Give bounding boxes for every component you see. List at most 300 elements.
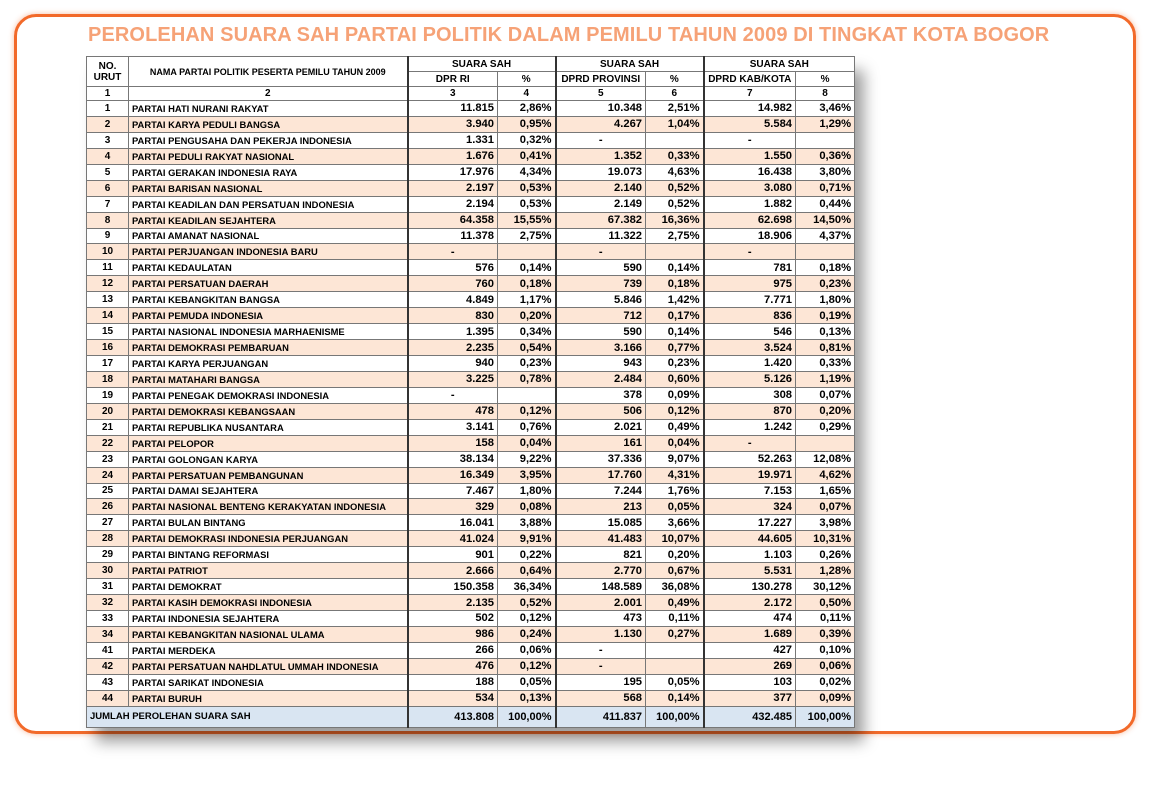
row-number: 16 bbox=[87, 340, 129, 356]
prov-pct: 2,75% bbox=[646, 228, 704, 244]
row-number: 13 bbox=[87, 292, 129, 308]
kab-pct: 0,50% bbox=[796, 595, 855, 611]
kab-votes: 3.080 bbox=[704, 180, 796, 196]
row-number: 7 bbox=[87, 196, 129, 212]
page-title: PEROLEHAN SUARA SAH PARTAI POLITIK DALAM PEMILU TAHUN 2009 DI TINGKAT KOTA BOGOR bbox=[88, 24, 1050, 46]
party-name: PARTAI NASIONAL INDONESIA MARHAENISME bbox=[129, 324, 408, 340]
total-kab-pct: 100,00% bbox=[796, 706, 855, 727]
prov-pct: 1,42% bbox=[646, 292, 704, 308]
prov-pct: 0,20% bbox=[646, 547, 704, 563]
kab-pct bbox=[796, 132, 855, 148]
prov-votes: 2.021 bbox=[556, 419, 646, 435]
prov-pct: 0,14% bbox=[646, 690, 704, 706]
party-name: PARTAI KARYA PEDULI BANGSA bbox=[129, 116, 408, 132]
party-name: PARTAI PEDULI RAKYAT NASIONAL bbox=[129, 148, 408, 164]
dpr-votes: 16.041 bbox=[408, 515, 498, 531]
table-row bbox=[87, 132, 855, 148]
dpr-votes: 4.849 bbox=[408, 292, 498, 308]
row-number: 24 bbox=[87, 467, 129, 483]
table-row bbox=[87, 244, 855, 260]
kab-pct: 1,19% bbox=[796, 371, 855, 387]
dpr-pct: 3,95% bbox=[498, 467, 556, 483]
table-row bbox=[87, 451, 855, 467]
table-row bbox=[87, 308, 855, 324]
kab-pct: 1,29% bbox=[796, 116, 855, 132]
party-name: PARTAI DEMOKRASI KEBANGSAAN bbox=[129, 403, 408, 419]
dpr-votes: 478 bbox=[408, 403, 498, 419]
kab-pct: 14,50% bbox=[796, 212, 855, 228]
dpr-votes: 901 bbox=[408, 547, 498, 563]
party-name: PARTAI GOLONGAN KARYA bbox=[129, 451, 408, 467]
table-row bbox=[87, 116, 855, 132]
dpr-votes: 3.940 bbox=[408, 116, 498, 132]
kab-pct: 3,98% bbox=[796, 515, 855, 531]
prov-pct: 0,05% bbox=[646, 499, 704, 515]
dpr-pct: 3,88% bbox=[498, 515, 556, 531]
dpr-pct: 0,22% bbox=[498, 547, 556, 563]
dpr-pct: 0,04% bbox=[498, 435, 556, 451]
table-row bbox=[87, 658, 855, 674]
row-number: 42 bbox=[87, 658, 129, 674]
dpr-pct: 2,86% bbox=[498, 101, 556, 117]
kab-votes: - bbox=[704, 132, 796, 148]
kab-votes: 3.524 bbox=[704, 340, 796, 356]
dpr-pct: 0,54% bbox=[498, 340, 556, 356]
dpr-votes: 986 bbox=[408, 626, 498, 642]
prov-pct: 0,09% bbox=[646, 387, 704, 403]
prov-votes: 590 bbox=[556, 260, 646, 276]
prov-votes: 195 bbox=[556, 674, 646, 690]
kab-votes: 269 bbox=[704, 658, 796, 674]
kab-pct: 0,18% bbox=[796, 260, 855, 276]
prov-pct: 0,14% bbox=[646, 324, 704, 340]
table-row bbox=[87, 531, 855, 547]
kab-votes: 1.882 bbox=[704, 196, 796, 212]
prov-votes: 10.348 bbox=[556, 101, 646, 117]
prov-votes: 1.130 bbox=[556, 626, 646, 642]
kab-votes: 2.172 bbox=[704, 595, 796, 611]
header-kab: DPRD KAB/KOTA bbox=[704, 72, 796, 87]
table-row bbox=[87, 579, 855, 595]
dpr-votes: 534 bbox=[408, 690, 498, 706]
prov-pct: 16,36% bbox=[646, 212, 704, 228]
row-number: 19 bbox=[87, 387, 129, 403]
party-name: PARTAI KASIH DEMOKRASI INDONESIA bbox=[129, 595, 408, 611]
kab-votes: - bbox=[704, 435, 796, 451]
prov-pct: 0,60% bbox=[646, 371, 704, 387]
row-number: 41 bbox=[87, 642, 129, 658]
dpr-pct: 0,32% bbox=[498, 132, 556, 148]
dpr-pct: 0,53% bbox=[498, 196, 556, 212]
table-row bbox=[87, 642, 855, 658]
dpr-votes: 2.235 bbox=[408, 340, 498, 356]
dpr-votes: 830 bbox=[408, 308, 498, 324]
party-name: PARTAI PENEGAK DEMOKRASI INDONESIA bbox=[129, 387, 408, 403]
kab-pct: 4,37% bbox=[796, 228, 855, 244]
row-number: 26 bbox=[87, 499, 129, 515]
total-kab: 432.485 bbox=[704, 706, 796, 727]
prov-pct: 0,17% bbox=[646, 308, 704, 324]
prov-pct bbox=[646, 244, 704, 260]
prov-votes: - bbox=[556, 658, 646, 674]
prov-votes: 19.073 bbox=[556, 164, 646, 180]
prov-votes: 37.336 bbox=[556, 451, 646, 467]
kab-votes: 19.971 bbox=[704, 467, 796, 483]
prov-votes: 5.846 bbox=[556, 292, 646, 308]
prov-pct: 0,49% bbox=[646, 419, 704, 435]
prov-pct: 2,51% bbox=[646, 101, 704, 117]
row-number: 30 bbox=[87, 563, 129, 579]
kab-votes: 377 bbox=[704, 690, 796, 706]
kab-pct: 3,80% bbox=[796, 164, 855, 180]
dpr-pct: 0,53% bbox=[498, 180, 556, 196]
table-row bbox=[87, 180, 855, 196]
row-number: 22 bbox=[87, 435, 129, 451]
party-name: PARTAI KEBANGKITAN NASIONAL ULAMA bbox=[129, 626, 408, 642]
table-row bbox=[87, 515, 855, 531]
row-number: 43 bbox=[87, 674, 129, 690]
kab-pct bbox=[796, 244, 855, 260]
prov-votes: 821 bbox=[556, 547, 646, 563]
header-group-dpr: SUARA SAH bbox=[408, 57, 556, 72]
prov-votes: 2.140 bbox=[556, 180, 646, 196]
header-group-kab: SUARA SAH bbox=[704, 57, 855, 72]
row-number: 33 bbox=[87, 611, 129, 627]
row-number: 15 bbox=[87, 324, 129, 340]
kab-votes: 474 bbox=[704, 611, 796, 627]
colnum: 7 bbox=[704, 87, 796, 101]
kab-votes: 870 bbox=[704, 403, 796, 419]
row-number: 31 bbox=[87, 579, 129, 595]
prov-votes: 590 bbox=[556, 324, 646, 340]
prov-pct: 36,08% bbox=[646, 579, 704, 595]
party-name: PARTAI KEBANGKITAN BANGSA bbox=[129, 292, 408, 308]
row-number: 28 bbox=[87, 531, 129, 547]
results-sheet bbox=[86, 56, 854, 728]
kab-pct: 1,28% bbox=[796, 563, 855, 579]
dpr-votes: 2.194 bbox=[408, 196, 498, 212]
party-name: PARTAI PELOPOR bbox=[129, 435, 408, 451]
table-row bbox=[87, 228, 855, 244]
dpr-pct: 0,12% bbox=[498, 658, 556, 674]
kab-pct: 0,26% bbox=[796, 547, 855, 563]
table-row bbox=[87, 611, 855, 627]
dpr-votes: 17.976 bbox=[408, 164, 498, 180]
prov-votes: 3.166 bbox=[556, 340, 646, 356]
dpr-votes: 64.358 bbox=[408, 212, 498, 228]
prov-votes: 213 bbox=[556, 499, 646, 515]
dpr-votes: 7.467 bbox=[408, 483, 498, 499]
prov-pct: 0,23% bbox=[646, 356, 704, 372]
dpr-votes: 329 bbox=[408, 499, 498, 515]
dpr-pct: 9,22% bbox=[498, 451, 556, 467]
prov-pct: 0,04% bbox=[646, 435, 704, 451]
kab-votes: 836 bbox=[704, 308, 796, 324]
dpr-pct: 0,14% bbox=[498, 260, 556, 276]
table-body bbox=[87, 101, 855, 707]
kab-votes: 62.698 bbox=[704, 212, 796, 228]
dpr-votes: 1.331 bbox=[408, 132, 498, 148]
kab-votes: 44.605 bbox=[704, 531, 796, 547]
party-name: PARTAI DEMOKRAT bbox=[129, 579, 408, 595]
header-dpr-pct: % bbox=[498, 72, 556, 87]
prov-votes: 378 bbox=[556, 387, 646, 403]
table-row bbox=[87, 467, 855, 483]
kab-pct: 0,19% bbox=[796, 308, 855, 324]
total-label: JUMLAH PEROLEHAN SUARA SAH bbox=[87, 706, 408, 727]
table-row bbox=[87, 403, 855, 419]
dpr-pct: 0,78% bbox=[498, 371, 556, 387]
kab-pct: 0,71% bbox=[796, 180, 855, 196]
party-name: PARTAI KEDAULATAN bbox=[129, 260, 408, 276]
dpr-pct: 9,91% bbox=[498, 531, 556, 547]
table-row bbox=[87, 674, 855, 690]
prov-pct bbox=[646, 132, 704, 148]
party-name: PARTAI PEMUDA INDONESIA bbox=[129, 308, 408, 324]
dpr-votes: 760 bbox=[408, 276, 498, 292]
row-number: 2 bbox=[87, 116, 129, 132]
party-name: PARTAI KARYA PERJUANGAN bbox=[129, 356, 408, 372]
party-name: PARTAI PERSATUAN NAHDLATUL UMMAH INDONESIA bbox=[129, 658, 408, 674]
prov-votes: 67.382 bbox=[556, 212, 646, 228]
total-dpr: 413.808 bbox=[408, 706, 498, 727]
kab-votes: 130.278 bbox=[704, 579, 796, 595]
kab-pct: 3,46% bbox=[796, 101, 855, 117]
prov-votes: - bbox=[556, 244, 646, 260]
kab-pct: 0,07% bbox=[796, 499, 855, 515]
dpr-votes: 940 bbox=[408, 356, 498, 372]
prov-votes: 506 bbox=[556, 403, 646, 419]
prov-votes: 15.085 bbox=[556, 515, 646, 531]
dpr-pct: 0,76% bbox=[498, 419, 556, 435]
prov-pct: 0,05% bbox=[646, 674, 704, 690]
dpr-votes: 38.134 bbox=[408, 451, 498, 467]
row-number: 25 bbox=[87, 483, 129, 499]
header-no-line2: URUT bbox=[93, 71, 122, 83]
table-row bbox=[87, 371, 855, 387]
prov-votes: - bbox=[556, 132, 646, 148]
table-row bbox=[87, 435, 855, 451]
colnum: 1 bbox=[87, 87, 129, 101]
kab-votes: 16.438 bbox=[704, 164, 796, 180]
party-name: PARTAI PATRIOT bbox=[129, 563, 408, 579]
table-row bbox=[87, 212, 855, 228]
table-row bbox=[87, 595, 855, 611]
prov-votes: - bbox=[556, 642, 646, 658]
party-name: PARTAI DEMOKRASI PEMBARUAN bbox=[129, 340, 408, 356]
row-number: 17 bbox=[87, 356, 129, 372]
colnum: 4 bbox=[498, 87, 556, 101]
prov-pct: 1,76% bbox=[646, 483, 704, 499]
colnum: 5 bbox=[556, 87, 646, 101]
dpr-pct: 0,64% bbox=[498, 563, 556, 579]
kab-pct: 0,11% bbox=[796, 611, 855, 627]
party-name: PARTAI DAMAI SEJAHTERA bbox=[129, 483, 408, 499]
kab-votes: 17.227 bbox=[704, 515, 796, 531]
table-row bbox=[87, 276, 855, 292]
dpr-pct: 2,75% bbox=[498, 228, 556, 244]
dpr-votes: 3.225 bbox=[408, 371, 498, 387]
colnum: 8 bbox=[796, 87, 855, 101]
kab-votes: 308 bbox=[704, 387, 796, 403]
table-row bbox=[87, 164, 855, 180]
dpr-pct: 4,34% bbox=[498, 164, 556, 180]
party-name: PARTAI SARIKAT INDONESIA bbox=[129, 674, 408, 690]
dpr-votes: 11.815 bbox=[408, 101, 498, 117]
kab-votes: 14.982 bbox=[704, 101, 796, 117]
prov-pct: 0,67% bbox=[646, 563, 704, 579]
header-kab-pct: % bbox=[796, 72, 855, 87]
prov-votes: 161 bbox=[556, 435, 646, 451]
party-name: PARTAI AMANAT NASIONAL bbox=[129, 228, 408, 244]
dpr-votes: 476 bbox=[408, 658, 498, 674]
kab-pct: 0,44% bbox=[796, 196, 855, 212]
kab-votes: 324 bbox=[704, 499, 796, 515]
prov-pct bbox=[646, 658, 704, 674]
kab-votes: 975 bbox=[704, 276, 796, 292]
party-name: PARTAI NASIONAL BENTENG KERAKYATAN INDONESIA bbox=[129, 499, 408, 515]
total-prov-pct: 100,00% bbox=[646, 706, 704, 727]
table-row bbox=[87, 101, 855, 117]
prov-votes: 11.322 bbox=[556, 228, 646, 244]
party-name: PARTAI DEMOKRASI INDONESIA PERJUANGAN bbox=[129, 531, 408, 547]
dpr-pct: 0,24% bbox=[498, 626, 556, 642]
prov-votes: 41.483 bbox=[556, 531, 646, 547]
row-number: 44 bbox=[87, 690, 129, 706]
row-number: 11 bbox=[87, 260, 129, 276]
party-name: PARTAI INDONESIA SEJAHTERA bbox=[129, 611, 408, 627]
row-number: 27 bbox=[87, 515, 129, 531]
kab-pct: 0,02% bbox=[796, 674, 855, 690]
table-row bbox=[87, 483, 855, 499]
prov-pct: 0,52% bbox=[646, 180, 704, 196]
kab-votes: 1.103 bbox=[704, 547, 796, 563]
row-number: 21 bbox=[87, 419, 129, 435]
row-number: 18 bbox=[87, 371, 129, 387]
dpr-pct: 0,20% bbox=[498, 308, 556, 324]
dpr-pct: 0,95% bbox=[498, 116, 556, 132]
prov-pct: 0,77% bbox=[646, 340, 704, 356]
kab-votes: 1.420 bbox=[704, 356, 796, 372]
kab-pct bbox=[796, 435, 855, 451]
dpr-pct: 0,06% bbox=[498, 642, 556, 658]
table-row bbox=[87, 356, 855, 372]
row-number: 6 bbox=[87, 180, 129, 196]
prov-pct: 1,04% bbox=[646, 116, 704, 132]
kab-votes: 1.242 bbox=[704, 419, 796, 435]
dpr-pct: 0,23% bbox=[498, 356, 556, 372]
total-prov: 411.837 bbox=[556, 706, 646, 727]
party-name: PARTAI PERSATUAN DAERAH bbox=[129, 276, 408, 292]
table-row bbox=[87, 499, 855, 515]
prov-votes: 2.770 bbox=[556, 563, 646, 579]
prov-votes: 7.244 bbox=[556, 483, 646, 499]
table-row bbox=[87, 626, 855, 642]
table-row bbox=[87, 292, 855, 308]
kab-pct: 10,31% bbox=[796, 531, 855, 547]
prov-votes: 4.267 bbox=[556, 116, 646, 132]
kab-pct: 0,23% bbox=[796, 276, 855, 292]
prov-votes: 2.149 bbox=[556, 196, 646, 212]
party-name: PARTAI PENGUSAHA DAN PEKERJA INDONESIA bbox=[129, 132, 408, 148]
dpr-votes: 2.135 bbox=[408, 595, 498, 611]
dpr-votes: 41.024 bbox=[408, 531, 498, 547]
kab-pct: 0,33% bbox=[796, 356, 855, 372]
prov-pct: 0,49% bbox=[646, 595, 704, 611]
party-name: PARTAI BARISAN NASIONAL bbox=[129, 180, 408, 196]
kab-pct: 1,65% bbox=[796, 483, 855, 499]
prov-votes: 2.484 bbox=[556, 371, 646, 387]
kab-votes: 5.126 bbox=[704, 371, 796, 387]
kab-votes: 103 bbox=[704, 674, 796, 690]
party-name: PARTAI KEADILAN SEJAHTERA bbox=[129, 212, 408, 228]
table-row bbox=[87, 419, 855, 435]
prov-pct: 0,18% bbox=[646, 276, 704, 292]
kab-pct: 0,39% bbox=[796, 626, 855, 642]
kab-votes: 427 bbox=[704, 642, 796, 658]
kab-pct: 0,20% bbox=[796, 403, 855, 419]
party-name: PARTAI BULAN BINTANG bbox=[129, 515, 408, 531]
prov-votes: 712 bbox=[556, 308, 646, 324]
kab-votes: 5.584 bbox=[704, 116, 796, 132]
kab-votes: 546 bbox=[704, 324, 796, 340]
row-number: 34 bbox=[87, 626, 129, 642]
header-group-prov: SUARA SAH bbox=[556, 57, 704, 72]
dpr-pct: 0,34% bbox=[498, 324, 556, 340]
prov-votes: 568 bbox=[556, 690, 646, 706]
dpr-pct: 0,52% bbox=[498, 595, 556, 611]
table-row bbox=[87, 196, 855, 212]
row-number: 29 bbox=[87, 547, 129, 563]
dpr-pct bbox=[498, 244, 556, 260]
dpr-pct: 1,80% bbox=[498, 483, 556, 499]
row-number: 14 bbox=[87, 308, 129, 324]
prov-pct: 0,27% bbox=[646, 626, 704, 642]
header-party: NAMA PARTAI POLITIK PESERTA PEMILU TAHUN 2009 bbox=[129, 57, 408, 87]
dpr-votes: - bbox=[408, 244, 498, 260]
table-row bbox=[87, 324, 855, 340]
kab-votes: 7.771 bbox=[704, 292, 796, 308]
kab-pct: 0,06% bbox=[796, 658, 855, 674]
dpr-votes: 16.349 bbox=[408, 467, 498, 483]
prov-pct: 10,07% bbox=[646, 531, 704, 547]
party-name: PARTAI BINTANG REFORMASI bbox=[129, 547, 408, 563]
dpr-votes: 576 bbox=[408, 260, 498, 276]
dpr-pct: 0,18% bbox=[498, 276, 556, 292]
dpr-pct: 0,41% bbox=[498, 148, 556, 164]
dpr-pct: 15,55% bbox=[498, 212, 556, 228]
dpr-pct: 36,34% bbox=[498, 579, 556, 595]
prov-pct bbox=[646, 642, 704, 658]
row-number: 20 bbox=[87, 403, 129, 419]
dpr-votes: 2.197 bbox=[408, 180, 498, 196]
prov-votes: 943 bbox=[556, 356, 646, 372]
party-name: PARTAI REPUBLIKA NUSANTARA bbox=[129, 419, 408, 435]
kab-pct: 0,13% bbox=[796, 324, 855, 340]
kab-votes: 781 bbox=[704, 260, 796, 276]
results-table bbox=[86, 56, 855, 728]
prov-votes: 2.001 bbox=[556, 595, 646, 611]
party-name: PARTAI PERJUANGAN INDONESIA BARU bbox=[129, 244, 408, 260]
dpr-pct: 0,08% bbox=[498, 499, 556, 515]
header-no-line1: NO. bbox=[98, 60, 117, 72]
kab-votes: 1.550 bbox=[704, 148, 796, 164]
dpr-pct: 0,05% bbox=[498, 674, 556, 690]
colnum: 2 bbox=[129, 87, 408, 101]
row-number: 23 bbox=[87, 451, 129, 467]
prov-pct: 0,33% bbox=[646, 148, 704, 164]
row-number: 9 bbox=[87, 228, 129, 244]
